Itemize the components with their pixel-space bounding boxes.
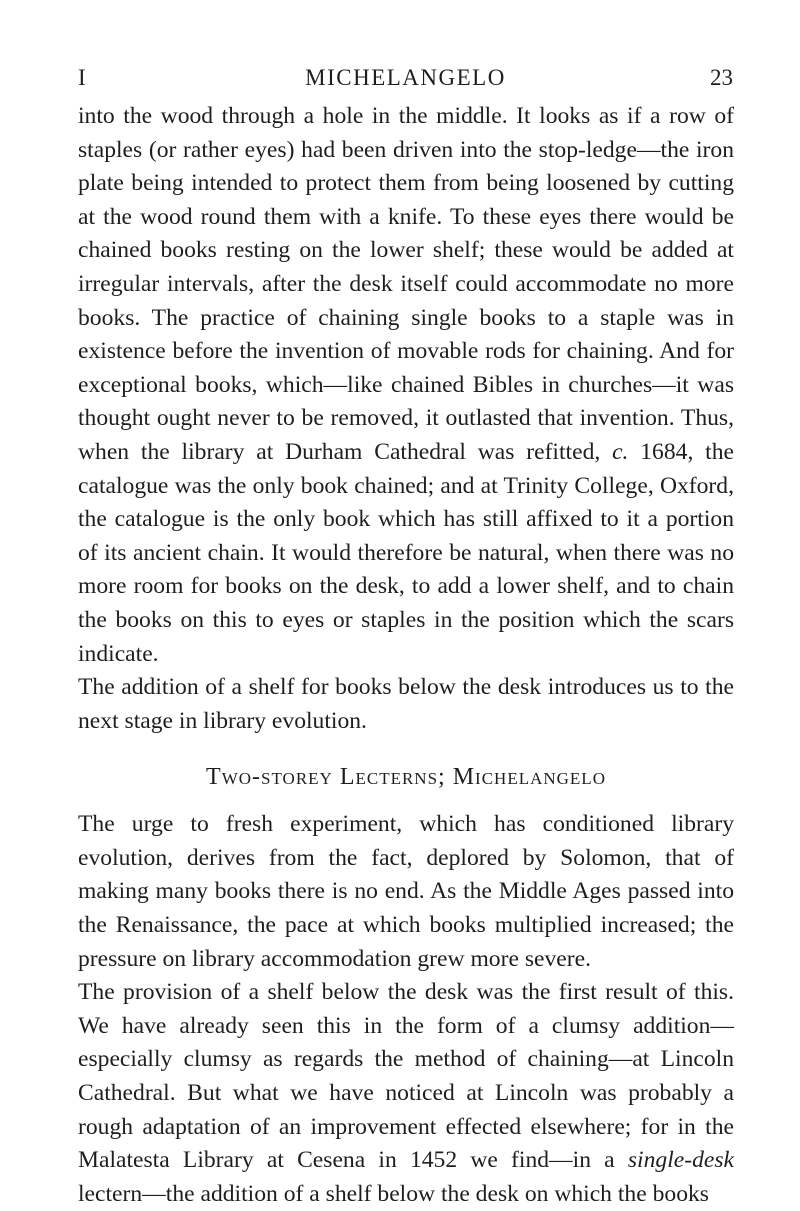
paragraph-4-part-b: lectern—the addition of a shelf below the desk on which the books (78, 1180, 709, 1207)
paragraph-4-part-a: The provision of a shelf below the desk was the first result of this. We have already seen this in the form of a clumsy addition—especially clumsy as regards the method of chaining—at Lincoln Cathedral. But what we have noticed at Lincoln was probably a rough adaptation of an improvement effected elsewhere; for in the Malatesta Library at Cesena in 1452 we find—in a (78, 979, 734, 1174)
running-title: MICHELANGELO (305, 65, 506, 90)
paragraph-4 (78, 976, 734, 1211)
paragraph-2: The addition of a shelf for books below the desk introduces us to the next stage in library evolution. (78, 674, 734, 734)
body-text (78, 100, 734, 1211)
single-desk-emphasis: single-desk (627, 1147, 734, 1174)
page-number: 23 (710, 65, 733, 90)
section-heading: Two-storey Lecterns; Michelangelo (206, 764, 606, 791)
paragraph-1 (78, 100, 734, 671)
circa-abbreviation: c. (612, 438, 629, 465)
paragraph-1-part-b: 1684, the catalogue was the only book chained; and at Trinity College, Oxford, the catalogue is the only book which has still affixed to it a portion of its ancient chain. It would therefore be natural, when there was no more room for books on the desk, to add a lower shelf, and to chain the books on this to eyes or staples in the position which the scars indicate. (78, 438, 734, 667)
chapter-numeral: I (78, 65, 86, 90)
paragraph-3: The urge to fresh experiment, which has conditioned library evolution, derives from the fact, deplored by Solomon, that of making many books there is no end. As the Middle Ages passed into the Renaissance, the pace at which books multiplied increased; the pressure on library accommodation grew more severe. (78, 811, 734, 972)
paragraph-1-part-a: into the wood through a hole in the middle. It looks as if a row of staples (or rather eyes) had been driven into the stop-ledge—the iron plate being intended to protect them from being loosened by cutting at the wood round them with a knife. To these eyes there would be chained books resting on the lower shelf; these would be added at irregular intervals, after the desk itself could accommodate no more books. The practice of chaining single books to a staple was in existence before the invention of movable rods for chaining. And for exceptional books, which—like chained Bibles in churches—it was thought ought never to be removed, it outlasted that invention. Thus, when the library at Durham Cathedral was refitted, (78, 103, 734, 465)
running-head (78, 60, 733, 96)
